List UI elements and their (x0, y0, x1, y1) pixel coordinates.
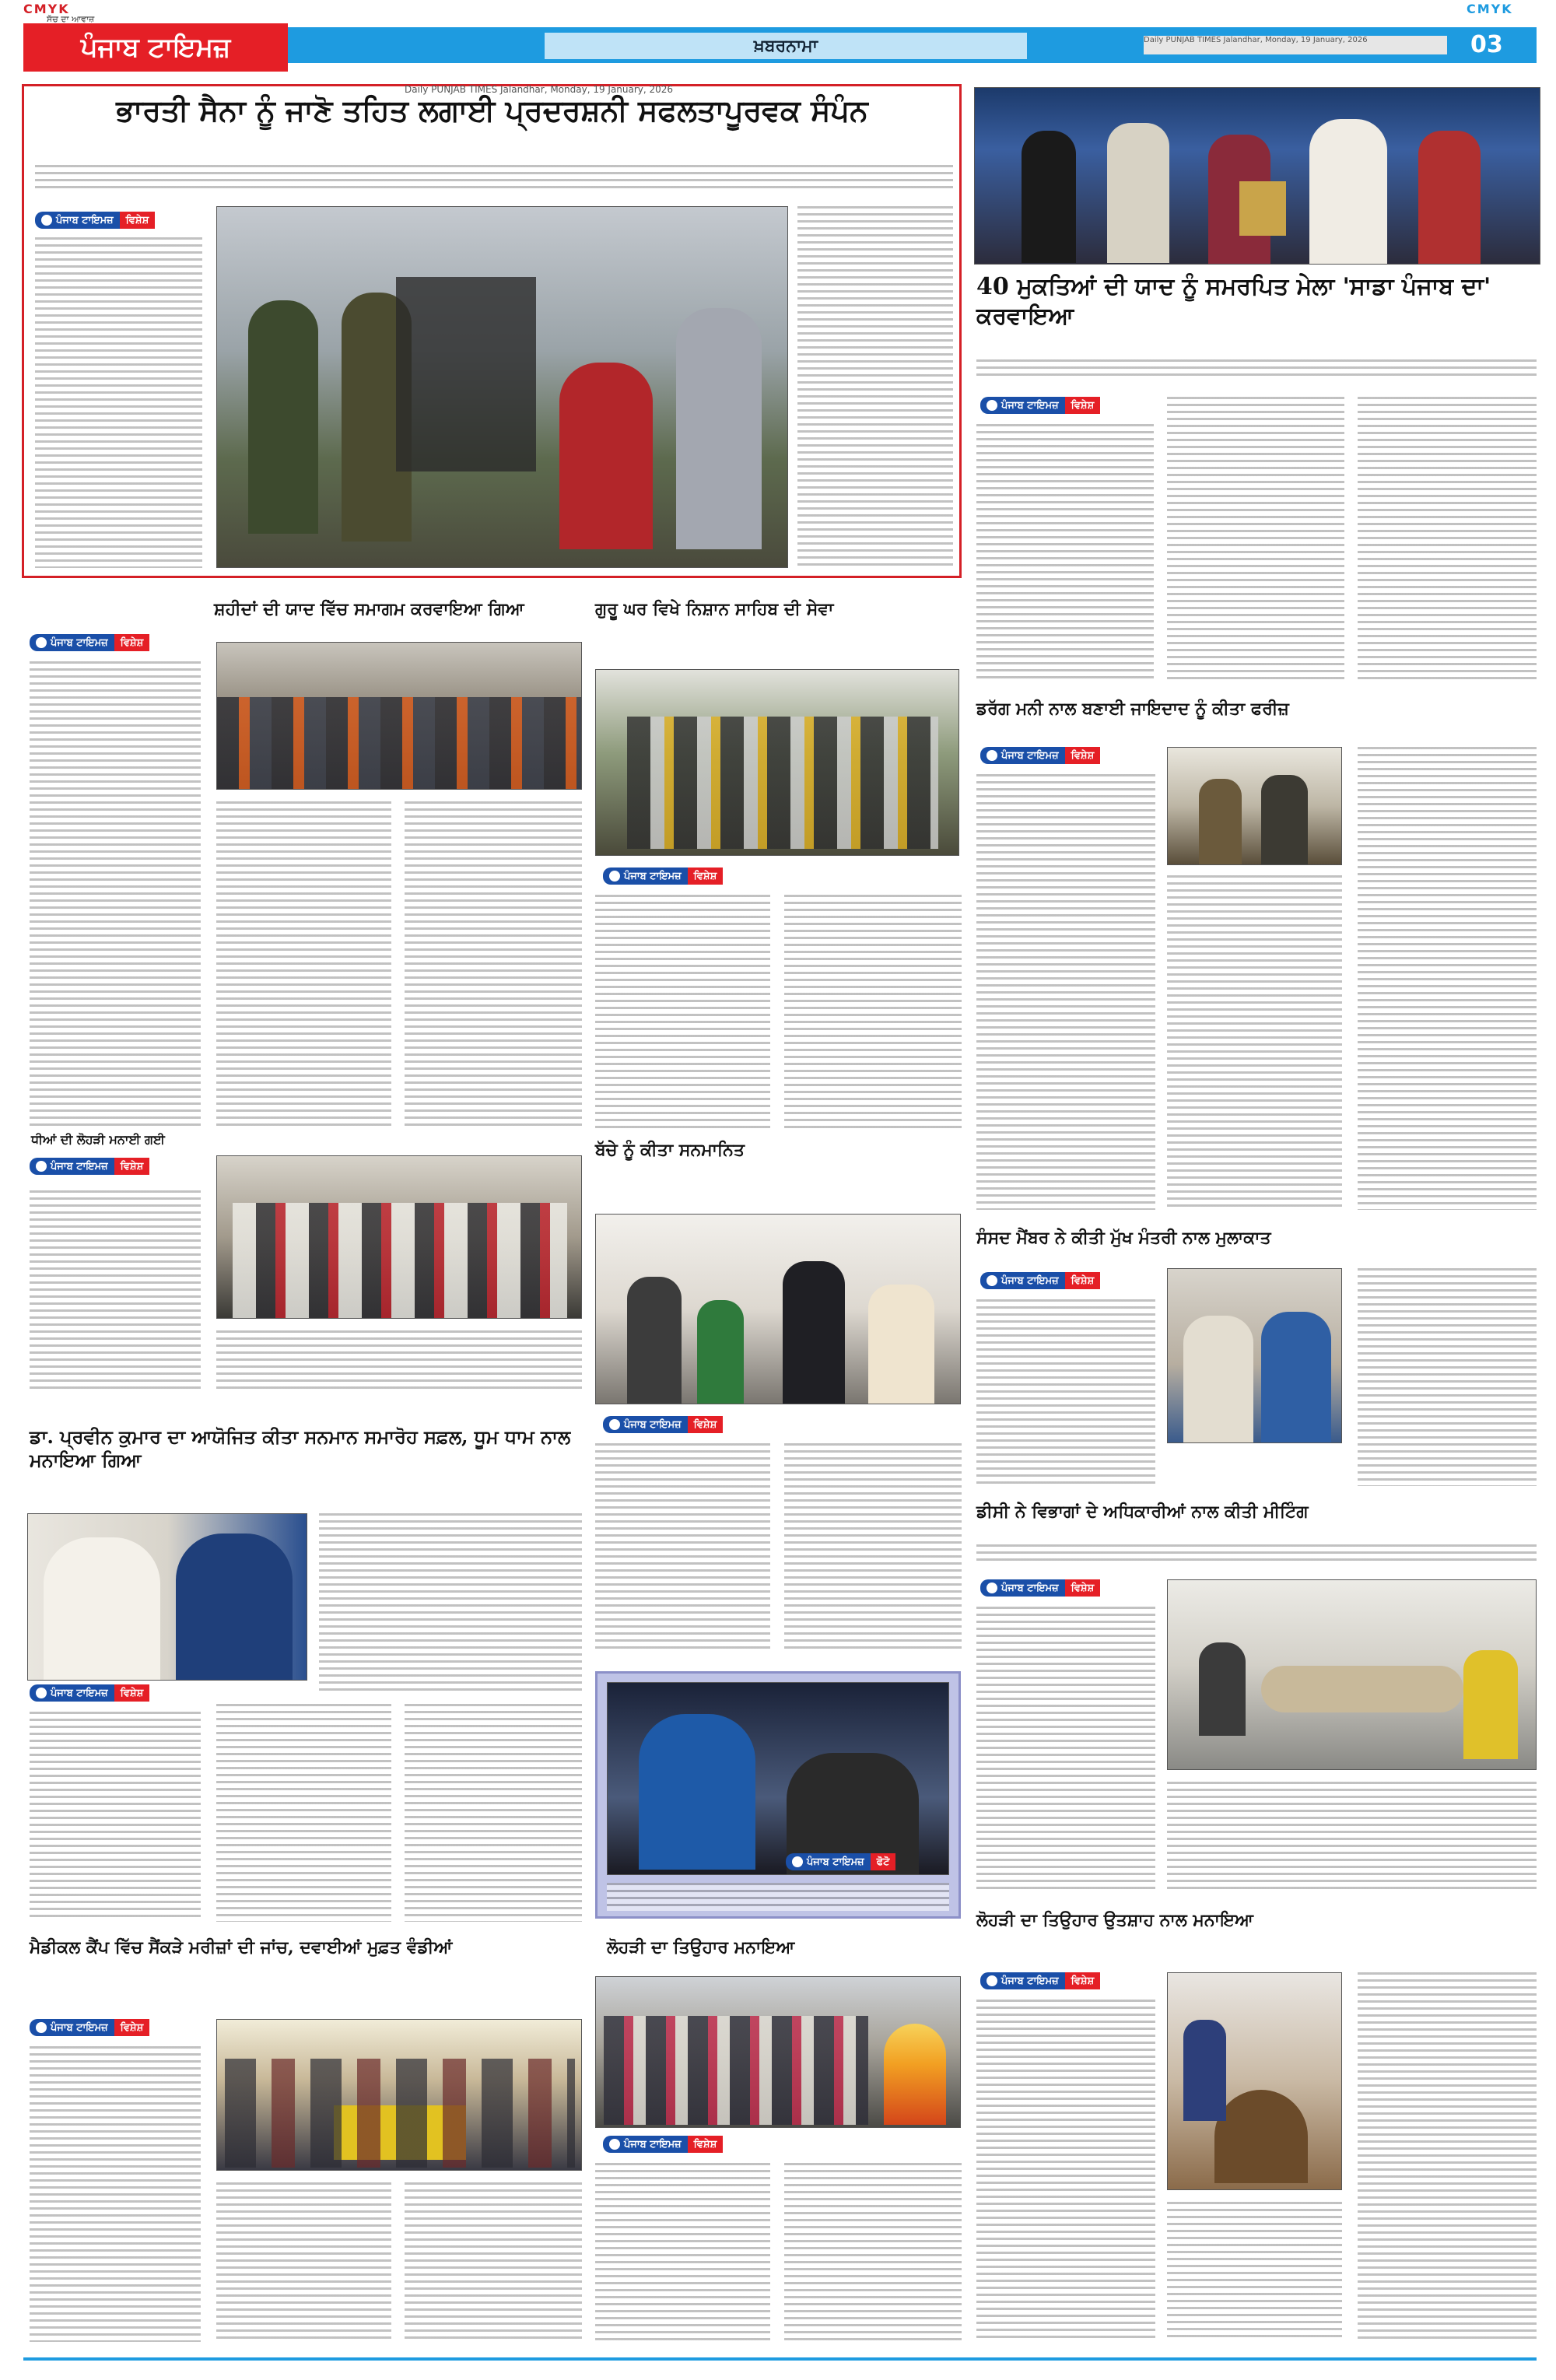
photo-figure (1418, 131, 1481, 265)
photo-figure (1309, 119, 1387, 265)
brand-logo-icon (987, 400, 997, 411)
photo-figure (44, 1537, 160, 1681)
photo-bonfire (1214, 2090, 1308, 2183)
photo-feature-byline: ਪੰਜਾਬ ਟਾਇਮਜ਼ ਫੋਟੋ (786, 1853, 895, 1870)
bottom-rule (23, 2357, 1537, 2361)
lohri-photo (1167, 1972, 1342, 2190)
photo-figure (559, 363, 653, 549)
photo-plaque (1239, 181, 1286, 236)
photo-crowd (233, 1203, 567, 1319)
photo-figure (1183, 2020, 1226, 2121)
doctor-byline: ਪੰਜਾਬ ਟਾਇਮਜ਼ ਵਿਸ਼ੇਸ਼ (30, 1684, 149, 1702)
photo-figure (676, 308, 762, 549)
doctor-text-col (216, 1704, 391, 1922)
brand-logo-icon (987, 750, 997, 761)
mid-right-headline: ਗੁਰੂ ਘਰ ਵਿਖੇ ਨਿਸ਼ਾਨ ਸਾਹਿਬ ਦੀ ਸੇਵਾ (595, 599, 834, 619)
photo-figure (248, 300, 318, 534)
section-title: ਖ਼ਬਰਨਾਮਾ (545, 33, 1027, 59)
page-number: 03 (1470, 31, 1503, 58)
lead-dateline: Daily PUNJAB TIMES Jalandhar, Monday, 19 January, 2026 (405, 84, 674, 95)
photo-figure (1199, 779, 1242, 864)
bottom-left-text-col (405, 2182, 582, 2342)
dateline: Daily PUNJAB TIMES Jalandhar, Monday, 19 January, 2026 (1144, 36, 1447, 54)
registration-marks-right: CMYK (1467, 2, 1513, 16)
doctor-text-col (319, 1513, 582, 1692)
meeting-photo (1167, 1268, 1342, 1443)
lead-photo (216, 206, 788, 568)
brand-logo-icon (987, 1275, 997, 1286)
mid-right-byline: ਪੰਜਾਬ ਟਾਇਮਜ਼ ਵਿਸ਼ੇਸ਼ (603, 868, 723, 885)
group-photo (216, 642, 582, 790)
right-4-text-col (976, 1607, 1155, 1891)
photo-figure (783, 1261, 845, 1404)
left-text-col (30, 661, 201, 1128)
photo-figure (1261, 1312, 1331, 1443)
right-5-headline: ਲੋਹੜੀ ਦਾ ਤਿਉਹਾਰ ਉਤਸ਼ਾਹ ਨਾਲ ਮਨਾਇਆ (976, 1910, 1253, 1930)
brand-logo-icon (41, 215, 52, 226)
brand-logo-icon (36, 1688, 47, 1698)
mid-right-text-col (595, 895, 770, 1128)
byline-kind: ਵਿਸ਼ੇਸ਼ (120, 212, 156, 229)
conference-photo (1167, 1579, 1537, 1770)
registration-marks-left: CMYK (23, 2, 70, 16)
photo-figure (1463, 1650, 1518, 1759)
photo-weapon (396, 277, 536, 471)
right-3-headline: ਸੰਸਦ ਮੈਂਬਰ ਨੇ ਕੀਤੀ ਮੁੱਖ ਮੰਤਰੀ ਨਾਲ ਮੁਲਾਕਾਤ (976, 1228, 1271, 1248)
police-photo (1167, 747, 1342, 865)
bottom-mid-headline: ਲੋਹੜੀ ਦਾ ਤਿਉਹਾਰ ਮਨਾਇਆ (607, 1937, 795, 1958)
photo-figure (1183, 1316, 1253, 1443)
bottom-left-byline: ਪੰਜਾਬ ਟਾਇਮਜ਼ ਵਿਸ਼ੇਸ਼ (30, 2019, 149, 2036)
brand-logo-icon (987, 1975, 997, 1986)
doctor-photo (27, 1513, 307, 1681)
bottom-mid-text-col (595, 2163, 770, 2342)
daughters-lohri-photo (216, 1155, 582, 1319)
top-right-intro (976, 359, 1537, 378)
lohri-celebration-photo (595, 1976, 961, 2128)
photo-bonfire (884, 2024, 946, 2125)
lead-byline (35, 212, 155, 229)
mid-left-text-col (216, 801, 391, 1128)
right-5-text-col (1167, 2202, 1342, 2342)
bottom-left-text-col (216, 2182, 391, 2342)
right-4-byline: ਪੰਜਾਬ ਟਾਇਮਜ਼ ਵਿਸ਼ੇਸ਼ (980, 1579, 1100, 1597)
right-2-text-col (1167, 875, 1342, 1210)
bottom-mid-text-col (784, 2163, 962, 2342)
lead-text-col (35, 237, 202, 568)
lower-mid-right-text-col (784, 1443, 962, 1653)
photo-figure (627, 1277, 682, 1404)
brand-logo-icon (609, 871, 620, 882)
mid-right-text-col (784, 895, 962, 1128)
ceremony-photo (974, 87, 1540, 265)
doctor-text-col (30, 1712, 201, 1922)
brand-logo-icon (36, 637, 47, 648)
right-2-headline: ਡਰੱਗ ਮਨੀ ਨਾਲ ਬਣਾਈ ਜਾਇਦਾਦ ਨੂੰ ਕੀਤਾ ਫਰੀਜ਼ (976, 699, 1289, 719)
right-4-text-col (1167, 1782, 1537, 1891)
right-2-text-col (1358, 747, 1537, 1210)
photo-feature-image (607, 1682, 949, 1875)
brand-logo-icon (792, 1856, 803, 1867)
photo-figure (176, 1534, 293, 1681)
photo-crowd (604, 2016, 868, 2125)
top-right-text-col (1358, 397, 1537, 681)
photo-crowd (627, 717, 938, 849)
mid-left-text-col (405, 801, 582, 1128)
right-3-text-col (1358, 1268, 1537, 1486)
lower-mid-left-text-col (216, 1330, 582, 1393)
brand-logo-icon (36, 1161, 47, 1172)
brand-logo-icon (609, 1419, 620, 1430)
brand-logo-icon (609, 2139, 620, 2150)
lower-mid-left-headline: ਧੀਆਂ ਦੀ ਲੋਹੜੀ ਮਨਾਈ ਗਈ (31, 1132, 165, 1147)
top-right-byline: ਪੰਜਾਬ ਟਾਇਮਜ਼ ਵਿਸ਼ੇਸ਼ (980, 397, 1100, 414)
right-2-text-col (976, 774, 1155, 1210)
brand-logo-icon (987, 1583, 997, 1593)
photo-figure (1107, 123, 1169, 263)
photo-figure (639, 1714, 755, 1870)
right-5-byline: ਪੰਜਾਬ ਟਾਇਮਜ਼ ਵਿਸ਼ੇਸ਼ (980, 1972, 1100, 1989)
right-5-text-col (1358, 1972, 1537, 2342)
photo-figure (1261, 775, 1308, 864)
lower-mid-left-text-col (30, 1190, 201, 1393)
photo-crowd (225, 2059, 575, 2168)
bottom-left-text-col (30, 2046, 201, 2342)
right-3-text-col (976, 1299, 1155, 1486)
right-4-headline: ਡੀਸੀ ਨੇ ਵਿਭਾਗਾਂ ਦੇ ਅਧਿਕਾਰੀਆਂ ਨਾਲ ਕੀਤੀ ਮੀਟਿੰਗ (976, 1502, 1309, 1522)
mid-left-headline: ਸ਼ਹੀਦਾਂ ਦੀ ਯਾਦ ਵਿੱਚ ਸਮਾਗਮ ਕਰਵਾਇਆ ਗਿਆ (214, 599, 524, 619)
masthead-logo: ਪੰਜਾਬ ਟਾਇਮਜ਼ (23, 23, 288, 72)
doctor-headline: ਡਾ. ਪ੍ਰਵੀਨ ਕੁਮਾਰ ਦਾ ਆਯੋਜਿਤ ਕੀਤਾ ਸਨਮਾਨ ਸਮਾਰੋਹ ਸਫ਼ਲ, ਧੂਮ ਧਾਮ ਨਾਲ ਮਨਾਇਆ ਗਿਆ (30, 1425, 571, 1471)
brand-logo-icon (36, 2022, 47, 2033)
photo-figure (1022, 131, 1076, 263)
right-4-intro (976, 1544, 1537, 1563)
left-byline: ਪੰਜਾਬ ਟਾਇਮਜ਼ ਵਿਸ਼ੇਸ਼ (30, 634, 149, 651)
lower-mid-right-byline: ਪੰਜਾਬ ਟਾਇਮਜ਼ ਵਿਸ਼ੇਸ਼ (603, 1416, 723, 1433)
lower-mid-right-headline: ਬੱਚੇ ਨੂੰ ਕੀਤਾ ਸਨਮਾਨਿਤ (595, 1140, 745, 1160)
lead-intro-text (35, 165, 953, 188)
bottom-left-headline: ਮੈਡੀਕਲ ਕੈਂਪ ਵਿੱਚ ਸੈਂਕੜੇ ਮਰੀਜ਼ਾਂ ਦੀ ਜਾਂਚ, ਦਵਾਈਆਂ ਮੁਫ਼ਤ ਵੰਡੀਆਂ (30, 1937, 453, 1958)
seva-photo (595, 669, 959, 856)
child-honour-photo (595, 1214, 961, 1404)
doctor-text-col (405, 1704, 582, 1922)
lower-mid-right-text-col (595, 1443, 770, 1653)
lead-headline: ਭਾਰਤੀ ਸੈਨਾ ਨੂੰ ਜਾਣੋ ਤਹਿਤ ਲਗਾਈ ਪ੍ਰਦਰਸ਼ਨੀ ਸਫਲਤਾਪੂਰਵਕ ਸੰਪੰਨ (116, 93, 868, 128)
top-right-text-col (1167, 397, 1344, 681)
photo-figure (1199, 1642, 1246, 1736)
photo-figure (697, 1300, 744, 1404)
photo-figure (868, 1285, 934, 1404)
photo-feature-caption (607, 1883, 949, 1911)
right-3-byline: ਪੰਜਾਬ ਟਾਇਮਜ਼ ਵਿਸ਼ੇਸ਼ (980, 1272, 1100, 1289)
byline-brand: ਪੰਜਾਬ ਟਾਇਮਜ਼ (35, 212, 120, 229)
right-5-text-col (976, 2000, 1155, 2342)
masthead-tagline: ਸੱਚ ਦਾ ਆਵਾਜ਼ (47, 14, 95, 24)
photo-table (1261, 1666, 1463, 1712)
lead-text-col (797, 206, 953, 568)
top-right-headline: 40 ਮੁਕਤਿਆਂ ਦੀ ਯਾਦ ਨੂੰ ਸਮਰਪਿਤ ਮੇਲਾ 'ਸਾਡਾ ਪੰਜਾਬ ਦਾ' ਕਰਵਾਇਆ (976, 273, 1491, 330)
lower-mid-left-byline: ਪੰਜਾਬ ਟਾਇਮਜ਼ ਵਿਸ਼ੇਸ਼ (30, 1158, 149, 1175)
bottom-mid-byline: ਪੰਜਾਬ ਟਾਇਮਜ਼ ਵਿਸ਼ੇਸ਼ (603, 2136, 723, 2153)
right-2-byline: ਪੰਜਾਬ ਟਾਇਮਜ਼ ਵਿਸ਼ੇਸ਼ (980, 747, 1100, 764)
photo-crowd (217, 697, 582, 790)
top-right-text-col (976, 424, 1154, 681)
medical-camp-photo (216, 2019, 582, 2171)
